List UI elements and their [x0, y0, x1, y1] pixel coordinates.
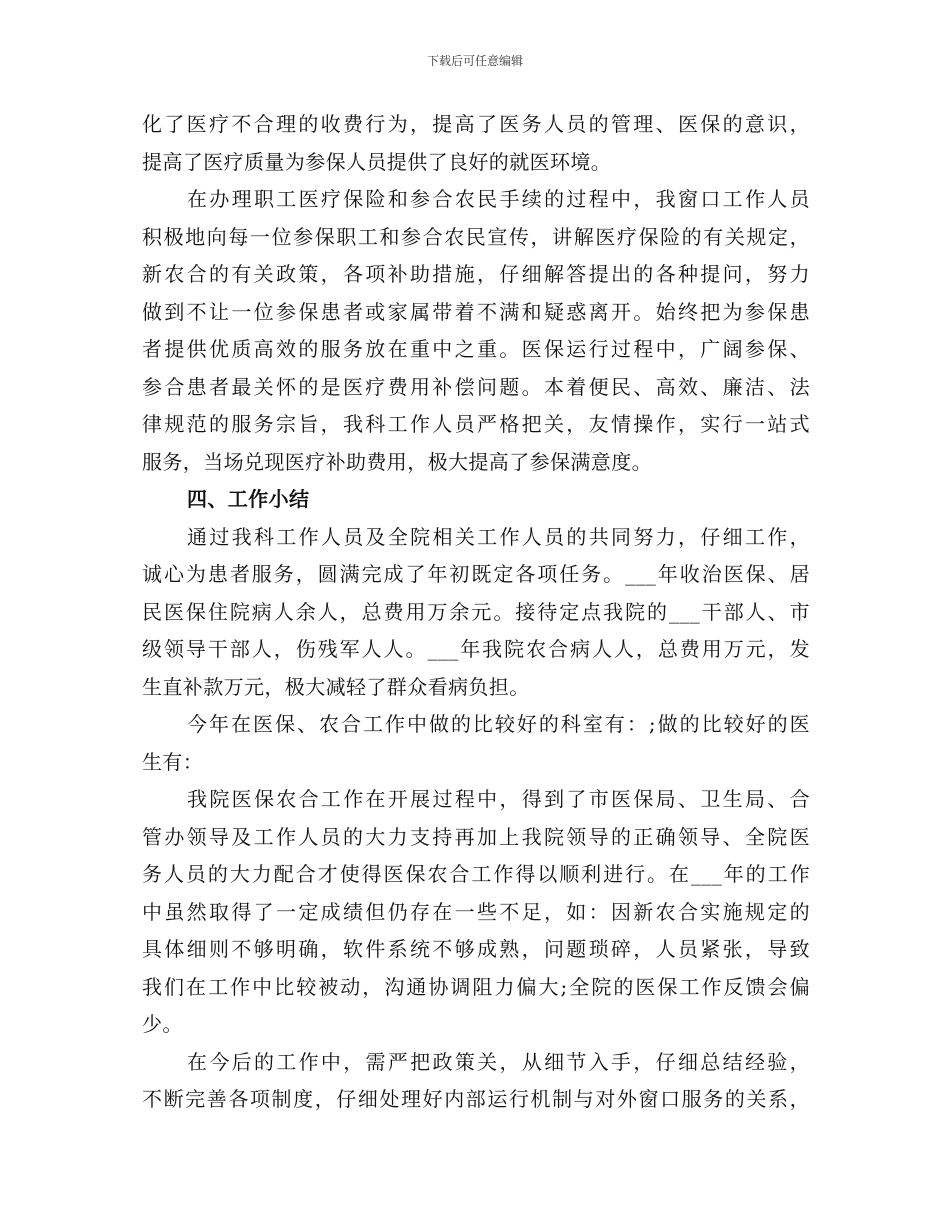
text-line: 生有：: [142, 749, 204, 774]
text-line: 者提供优质高效的服务放在重中之重。医保运行过程中，广阔参保、: [142, 337, 810, 361]
text-line: 务人员的大力配合才使得医保农合工作得以顺利进行。在___年的工作: [142, 862, 810, 886]
text-line: 今年在医保、农合工作中做的比较好的科室有：;做的比较好的医: [187, 712, 810, 736]
text-line: 管办领导及工作人员的大力支持再加上我院领导的正确领导、全院医: [142, 824, 810, 849]
text-line: 我们在工作中比较被动，沟通协调阻力偏大;全院的医保工作反馈会偏: [142, 974, 810, 999]
text-line: 做到不让一位参保患者或家属带着不满和疑惑离开。始终把为参保患: [142, 299, 810, 324]
text-line: 新农合的有关政策，各项补助措施，仔细解答提出的各种提问，努力: [142, 262, 810, 286]
text-line: 具体细则不够明确，软件系统不够成熟，问题琐碎，人员紧张，导致: [142, 937, 810, 961]
text-line: 提高了医疗质量为参保人员提供了良好的就医环境。: [142, 149, 612, 174]
text-line: 级领导干部人，伤残军人人。___年我院农合病人人，总费用万元，发: [142, 637, 810, 661]
text-line: 化了医疗不合理的收费行为，提高了医务人员的管理、医保的意识，: [142, 112, 810, 136]
text-line: 我院医保农合工作在开展过程中，得到了市医保局、卫生局、合: [187, 787, 810, 811]
text-line: 不断完善各项制度，仔细处理好内部运行机制与对外窗口服务的关系，: [142, 1087, 810, 1111]
text-line: 积极地向每一位参保职工和参合农民宣传，讲解医疗保险的有关规定，: [142, 224, 810, 249]
text-line: 在今后的工作中，需严把政策关，从细节入手，仔细总结经验，: [187, 1049, 810, 1074]
section-heading: 四、工作小结: [187, 487, 310, 511]
text-line: 在办理职工医疗保险和参合农民手续的过程中，我窗口工作人员: [187, 187, 810, 211]
text-line: 律规范的服务宗旨，我科工作人员严格把关，友情操作，实行一站式: [142, 412, 810, 436]
text-line: 通过我科工作人员及全院相关工作人员的共同努力，仔细工作，: [187, 524, 810, 549]
text-line: 诚心为患者服务，圆满完成了年初既定各项任务。___年收治医保、居: [142, 562, 810, 586]
text-line: 民医保住院病人余人，总费用万余元。接待定点我院的___干部人、市: [142, 599, 810, 624]
document-body: [142, 106, 810, 1119]
text-line: 少。: [142, 1012, 183, 1036]
text-line: 服务，当场兑现医疗补助费用，极大提高了参保满意度。: [142, 449, 652, 474]
text-line: 参合患者最关怀的是医疗费用补偿问题。本着便民、高效、廉洁、法: [142, 374, 810, 399]
text-line: 中虽然取得了一定成绩但仍存在一些不足，如：因新农合实施规定的: [142, 899, 810, 924]
text-line: 生直补款万元，极大减轻了群众看病负担。: [142, 674, 530, 699]
page-header-note: 下载后可任意编辑: [426, 54, 523, 68]
